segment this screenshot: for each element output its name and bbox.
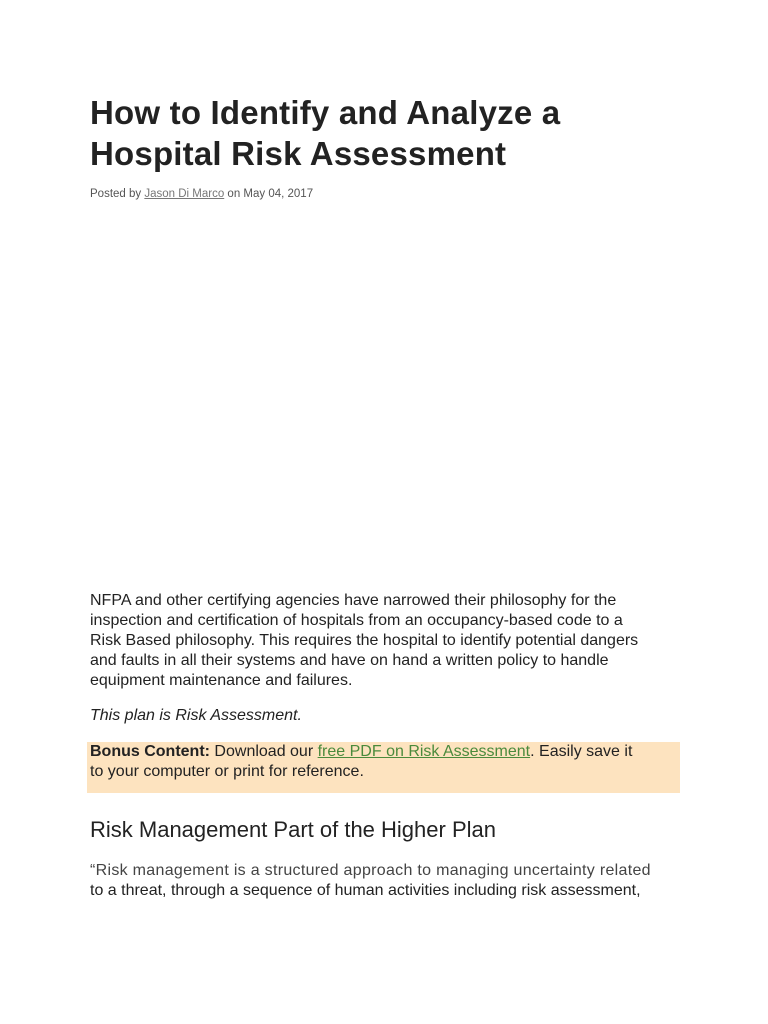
- quote-line: “Risk management is a structured approach to managing uncertainty related: [90, 862, 651, 879]
- intro-line: equipment maintenance and failures.: [90, 672, 353, 689]
- author-link[interactable]: Jason Di Marco: [144, 188, 225, 200]
- bonus-label: Bonus Content:: [90, 743, 210, 760]
- bonus-content-box: [87, 742, 680, 793]
- byline: [90, 186, 313, 202]
- byline-prefix: Posted by: [90, 188, 145, 200]
- page-title: [90, 92, 680, 174]
- bonus-line-2: to your computer or print for reference.: [90, 763, 364, 780]
- title-line-1: How to Identify and Analyze a: [90, 94, 561, 131]
- section-heading: Risk Management Part of the Higher Plan: [90, 817, 496, 842]
- intro-line: inspection and certification of hospitals from an occupancy-based code to a: [90, 612, 623, 629]
- byline-date: on May 04, 2017: [224, 188, 314, 200]
- bonus-text-after-link: . Easily save it: [530, 743, 633, 760]
- bonus-text-before-link: Download our: [209, 743, 318, 760]
- title-line-2: Hospital Risk Assessment: [90, 135, 507, 172]
- quote-paragraph: [90, 861, 680, 901]
- quote-line: to a threat, through a sequence of human activities including risk assessment,: [90, 882, 641, 899]
- intro-paragraph: [90, 591, 680, 691]
- intro-line: Risk Based philosophy. This requires the hospital to identify potential dangers: [90, 632, 639, 649]
- bonus-content-text: [90, 742, 680, 782]
- intro-line: NFPA and other certifying agencies have narrowed their philosophy for the: [90, 592, 617, 609]
- free-pdf-link[interactable]: free PDF on Risk Assessment: [317, 743, 531, 760]
- intro-line: and faults in all their systems and have on hand a written policy to handle: [90, 652, 609, 669]
- bonus-line-1: [90, 742, 680, 762]
- plan-statement: This plan is Risk Assessment.: [90, 707, 302, 724]
